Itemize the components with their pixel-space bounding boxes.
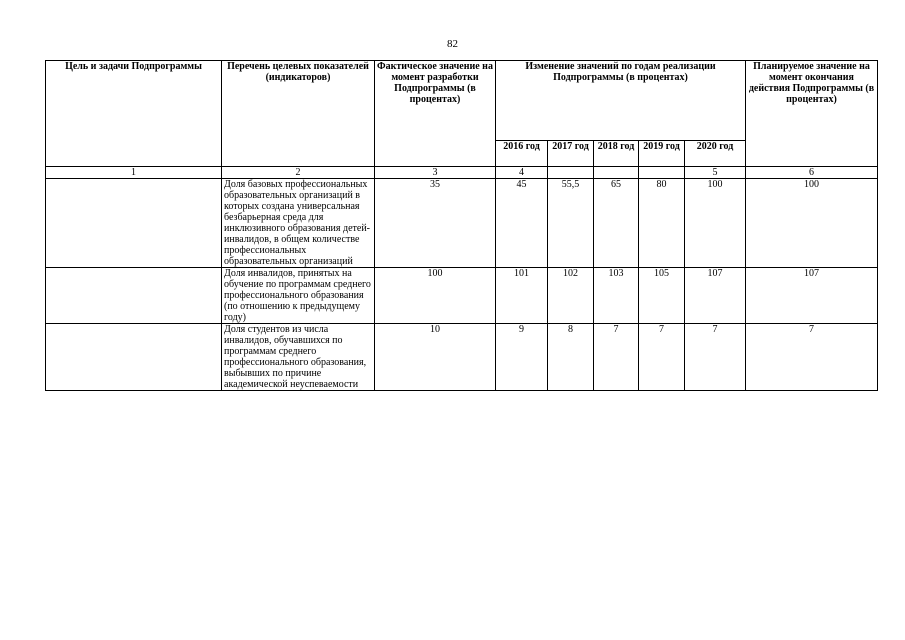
header-row (46, 61, 878, 141)
column-number: 6 (746, 167, 878, 179)
planned-cell: 100 (746, 179, 878, 268)
year-cell: 7 (685, 324, 746, 391)
table-row (46, 179, 878, 268)
year-cell: 100 (685, 179, 746, 268)
year-cell: 103 (594, 268, 639, 324)
indicators-table (45, 60, 878, 391)
year-cell: 80 (639, 179, 685, 268)
column-numbers-row (46, 167, 878, 179)
actual-cell: 10 (375, 324, 496, 391)
actual-cell: 100 (375, 268, 496, 324)
year-cell: 7 (639, 324, 685, 391)
column-number-empty (548, 167, 594, 179)
header-indicators: Перечень целевых показателей (индикаторов) (222, 61, 375, 167)
goal-cell (46, 268, 222, 324)
page-number: 82 (447, 38, 458, 50)
header-planned: Планируемое значение на момент окончания действия Подпрограммы (в процентах) (746, 61, 878, 167)
year-cell: 45 (496, 179, 548, 268)
planned-cell: 7 (746, 324, 878, 391)
actual-cell: 35 (375, 179, 496, 268)
year-cell: 55,5 (548, 179, 594, 268)
year-cell: 8 (548, 324, 594, 391)
year-cell: 7 (594, 324, 639, 391)
header-year-2017: 2017 год (548, 141, 594, 167)
header-year-2019: 2019 год (639, 141, 685, 167)
year-cell: 9 (496, 324, 548, 391)
indicator-cell: Доля базовых профессиональных образовательных организаций в которых создана универсальная безбарьерная среда для инклюзивного образования детей-инвалидов, в общем количестве профессиональных образовательных организаций (222, 179, 375, 268)
table-row (46, 324, 878, 391)
year-cell: 102 (548, 268, 594, 324)
column-number: 1 (46, 167, 222, 179)
column-number-empty (639, 167, 685, 179)
header-year-2018: 2018 год (594, 141, 639, 167)
year-cell: 101 (496, 268, 548, 324)
column-number: 2 (222, 167, 375, 179)
goal-cell (46, 324, 222, 391)
header-year-2016: 2016 год (496, 141, 548, 167)
header-change: Изменение значений по годам реализации Подпрограммы (в процентах) (496, 61, 746, 141)
planned-cell: 107 (746, 268, 878, 324)
column-number-empty (594, 167, 639, 179)
year-cell: 105 (639, 268, 685, 324)
header-actual: Фактическое значение на момент разработки Подпрограммы (в процентах) (375, 61, 496, 167)
year-cell: 107 (685, 268, 746, 324)
indicator-cell: Доля инвалидов, принятых на обучение по программам среднего профессионального образования (по отношению к предыдущему году) (222, 268, 375, 324)
header-year-2020: 2020 год (685, 141, 746, 167)
column-number: 5 (685, 167, 746, 179)
indicator-cell: Доля студентов из числа инвалидов, обучавшихся по программам среднего профессионального образования, выбывших по причине академической неуспеваемости (222, 324, 375, 391)
column-number: 3 (375, 167, 496, 179)
column-number: 4 (496, 167, 548, 179)
goal-cell (46, 179, 222, 268)
year-cell: 65 (594, 179, 639, 268)
table-row (46, 268, 878, 324)
header-goal: Цель и задачи Подпрограммы (46, 61, 222, 167)
